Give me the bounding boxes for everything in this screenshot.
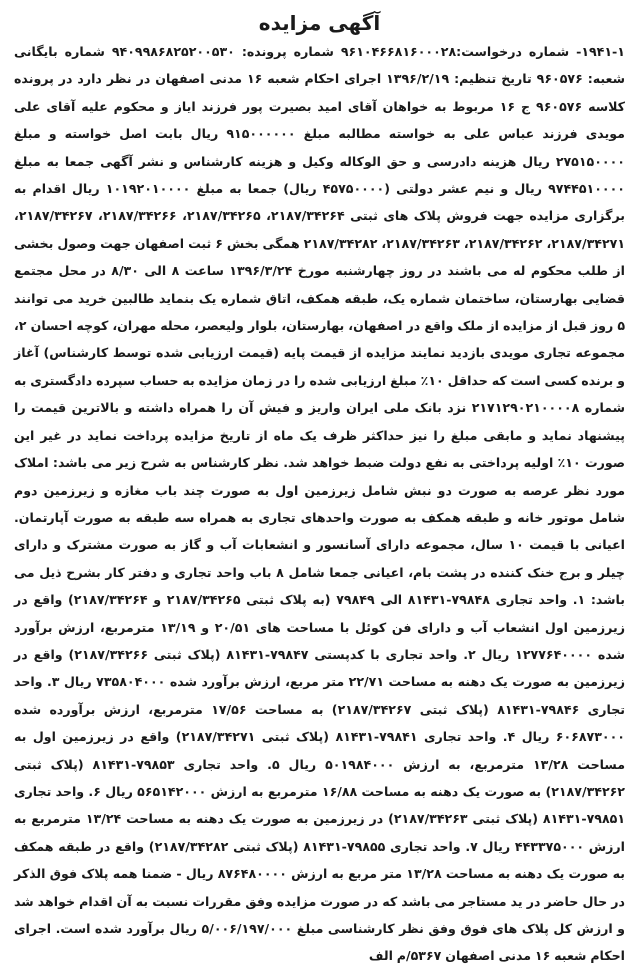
notice-body: ۱۹۴۱-۱- شماره درخواست:۹۶۱۰۴۶۶۸۱۶۰۰۰۲۸ شماره پرونده: ۹۴۰۹۹۸۶۸۲۵۲۰۰۵۳۰ شماره بایگانی شعبه: ۹۶۰۵۷۶ تاریخ تنظیم: ۱۳۹۶/۲/۱۹ اجرای احکام شعبه ۱۶ مدنی اصفهان در نظر دارد در پرونده کلاسه ۹۶۰۵۷۶ ج ۱۶ مربوط به خواهان آقای امید بصیرت پور فرزند ایاز و محکوم علیه آقای علی مویدی فرزند عباس علی به خواسته مطالبه مبلغ ۹۱۵۰۰۰۰۰۰ ریال بابت اصل خواسته و مبلغ ۲۷۵۱۵۰۰۰۰ ریال هزینه دادرسی و حق الوکاله وکیل و هزینه کارشناس و نشر آگهی جمعا به مبلغ ۹۷۴۴۵۱۰۰۰۰ ریال و نیم عشر دولتی (۴۵۷۵۰۰۰۰ ریال) جمعا به مبلغ ۱۰۱۹۲۰۱۰۰۰۰ ریال اقدام به برگزاری مزایده جهت فروش پلاک های ثبتی ۲۱۸۷/۳۴۲۶۴، ۲۱۸۷/۳۴۲۶۵، ۲۱۸۷/۳۴۲۶۶، ۲۱۸۷/۳۴۲۶۷، ۲۱۸۷/۳۴۲۷۱، ۲۱۸۷/۳۴۲۶۲، ۲۱۸۷/۳۴۲۶۳، ۲۱۸۷/۳۴۲۸۲ همگی بخش ۶ ثبت اصفهان جهت وصول بخشی از طلب محکوم له می باشند در روز چهارشنبه مورخ ۱۳۹۶/۳/۲۴ ساعت ۸ الی ۸/۳۰ در محل مجتمع قضایی بهارستان، ساختمان شماره یک، طبقه همکف، اتاق شماره یک بنماید طالبین خرید می توانند ۵ روز قبل از مزایده از ملک واقع در اصفهان، بهارستان، بلوار ولیعصر، محله مهران، کوچه احسان ۲، مجموعه تجاری مویدی بازدید نمایند مزایده از قیمت پایه (قیمت ارزیابی شده توسط کارشناس) آغاز و برنده کسی است که حداقل ۱۰٪ مبلغ ارزیابی شده را در زمان مزایده به حساب سپرده دادگستری به شماره ۲۱۷۱۲۹۰۲۱۰۰۰۰۸ نزد بانک ملی ایران واریز و فیش آن را همراه داشته و بالاترین قیمت را پیشنهاد نماید و مابقی مبلغ را نیز حداکثر ظرف یک ماه از تاریخ مزایده پرداخت نماید در غیر این صورت ۱۰٪ اولیه پرداختی به نفع دولت ضبط خواهد شد. نظر کارشناس به شرح زیر می باشد: املاک مورد نظر عرصه به صورت دو نبش شامل زیرزمین اول به صورت چند باب مغازه و زیرزمین دوم شامل موتور خانه و طبقه همکف به صورت واحدهای تجاری به همراه سه طبقه به صورت آپارتمان. اعیانی با قیمت ۱۰ سال، مجموعه دارای آسانسور و انشعابات آب و گاز به صورت مشترک و دارای چیلر و برج خنک کننده در پشت بام، اعیانی جمعا شامل ۸ باب واحد تجاری و دفتر کار بشرح ذیل می باشد: ۱. واحد تجاری ۷۹۸۴۸-۸۱۴۳۱ الی ۷۹۸۴۹ (به پلاک ثبتی ۲۱۸۷/۳۴۲۶۵ و ۲۱۸۷/۳۴۲۶۴) واقع در زیرزمین اول انشعاب آب و دارای فن کوئل با مساحت های ۲۰/۵۱ و ۱۳/۱۹ مترمربع، ارزش برآورد شده ۱۲۷۷۶۴۰۰۰۰ ریال ۲. واحد تجاری با کدپستی ۷۹۸۴۷-۸۱۴۳۱ (پلاک ثبتی ۲۱۸۷/۳۴۲۶۶) واقع در زیرزمین به صورت یک دهنه به مساحت ۲۲/۷۱ متر مربع، ارزش برآورد شده ۷۳۵۸۰۴۰۰۰ ریال ۳. واحد تجاری ۷۹۸۴۶-۸۱۴۳۱ (پلاک ثبتی ۲۱۸۷/۳۴۲۶۷) به مساحت ۱۷/۵۶ مترمربع، ارزش برآورده شده ۶۰۶۸۷۳۰۰۰ ریال ۴. واحد تجاری ۷۹۸۴۱-۸۱۴۳۱ (پلاک ثبتی ۲۱۸۷/۳۴۲۷۱) واقع در زیرزمین اول به مساحت ۱۳/۲۸ مترمربع، به ارزش ۵۰۱۹۸۴۰۰۰ ریال ۵. واحد تجاری ۷۹۸۵۳-۸۱۴۳۱ (پلاک ثبتی ۲۱۸۷/۳۴۲۶۲) به صورت یک دهنه به مساحت ۱۶/۸۸ مترمربع به ارزش ۵۶۵۱۴۲۰۰۰ ریال ۶. واحد تجاری ۷۹۸۵۱-۸۱۴۳۱ (پلاک ثبتی ۲۱۸۷/۳۴۲۶۳) در زیرزمین به صورت یک دهنه به مساحت ۱۳/۲۴ مترمربع به ارزش ۴۴۳۳۷۵۰۰۰ ریال ۷. واحد تجاری ۷۹۸۵۵-۸۱۴۳۱ (پلاک ثبتی ۲۱۸۷/۳۴۲۸۲) واقع در طبقه همکف به صورت یک دهنه به مساحت ۱۳/۲۸ متر مربع به ارزش ۸۷۶۴۸۰۰۰۰ ریال - ضمنا همه پلاک فوق الذکر در حال حاضر در ید مستاجر می باشد که در صورت مزایده وفق مقررات نسبت به آن اقدام خواهد شد و ارزش کل پلاک های فوق وفق نظر کارشناسی مبلغ ۵/۰۰۶/۱۹۷/۰۰۰ ریال برآورد شده است. اجرای احکام شعبه ۱۶ مدنی اصفهان ۵۳۶۷/م الف: [14, 44, 626, 964]
notice-title: آگهی مزایده: [258, 11, 381, 35]
auction-notice: [6, 4, 633, 964]
